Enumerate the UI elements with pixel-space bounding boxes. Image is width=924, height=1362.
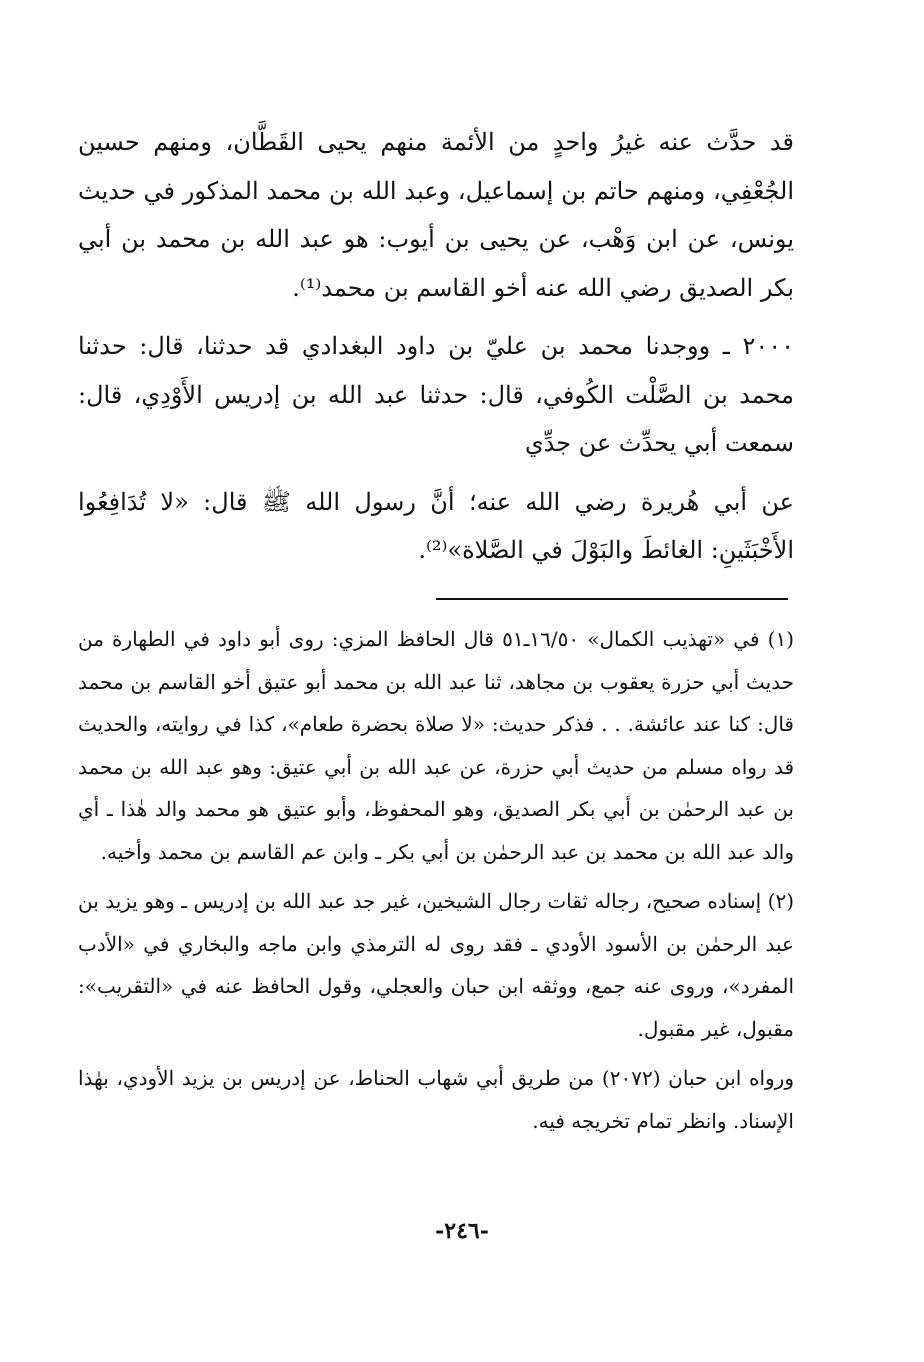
footnote: (١) في «تهذيب الكمال» ١٦/٥٠ـ٥١ قال الحافظ المزي: روى أبو داود في الطهارة من حديث أبي حزرة يعقوب بن مجاهد، ثنا عبد الله بن محمد أبو عتيق أخو القاسم بن محمد قال: كنا عند عائشة. . . فذكر حديث: «لا صلاة بحضرة طعام»، كذا في روايته، والحديث قد رواه مسلم من حديث أبي حزرة، عن عبد الله بن أبي عتيق: وهو عبد الله بن محمد بن عبد الرحمٰن بن أبي بكر الصديق، وهو المحفوظ، وأبو عتيق هو محمد والد هٰذا ـ أي والد عبد الله بن محمد بن عبد الرحمٰن بن أبي بكر ـ وابن عم القاسم بن محمد وأخيه. xyxy=(78,627,794,864)
main-text xyxy=(78,118,794,575)
footnote-divider xyxy=(436,598,788,600)
main-paragraph: ٢٠٠٠ ـ ووجدنا محمد بن عليّ بن داود البغدادي قد حدثنا، قال: حدثنا محمد بن الصَّلْت الكُوفي، قال: حدثنا عبد الله بن إدريس الأَوْدِي، قال: سمعت أبي يحدِّث عن جدِّي xyxy=(78,332,794,457)
page-number: -٢٤٦- xyxy=(435,1218,489,1244)
footnotes xyxy=(78,618,794,1142)
main-paragraph: عن أبي هُريرة رضي الله عنه؛ أنَّ رسول الله ﷺ قال: «لا تُدَافِعُوا الأَخْبَثَينِ: الغائطَ والبَوْلَ في الصَّلاة»⁽²⁾. xyxy=(78,487,794,564)
footnote: ورواه ابن حبان (٢٠٧٢) من طريق أبي شهاب الحناط، عن إدريس بن يزيد الأودي، بهٰذا الإسناد. وانظر تمام تخريجه فيه. xyxy=(78,1066,794,1133)
main-paragraph: قد حدَّث عنه غيرُ واحدٍ من الأئمة منهم يحيى القَطَّان، ومنهم حسين الجُعْفِي، ومنهم حاتم بن إسماعيل، وعبد الله بن محمد المذكور في حديث يونس، عن ابن وَهْب، عن يحيى بن أيوب: هو عبد الله بن محمد بن أبي بكر الصديق رضي الله عنه أخو القاسم بن محمد⁽¹⁾. xyxy=(78,128,794,302)
footnote: (٢) إسناده صحيح، رجاله ثقات رجال الشيخين، غير جد عبد الله بن إدريس ـ وهو يزيد بن عبد الرحمٰن بن الأسود الأودي ـ فقد روى له الترمذي وابن ماجه والبخاري في «الأدب المفرد»، وروى عنه جمع، ووثقه ابن حبان والعجلي، وقول الحافظ عنه في «التقريب»: مقبول، غير مقبول. xyxy=(78,889,794,1041)
